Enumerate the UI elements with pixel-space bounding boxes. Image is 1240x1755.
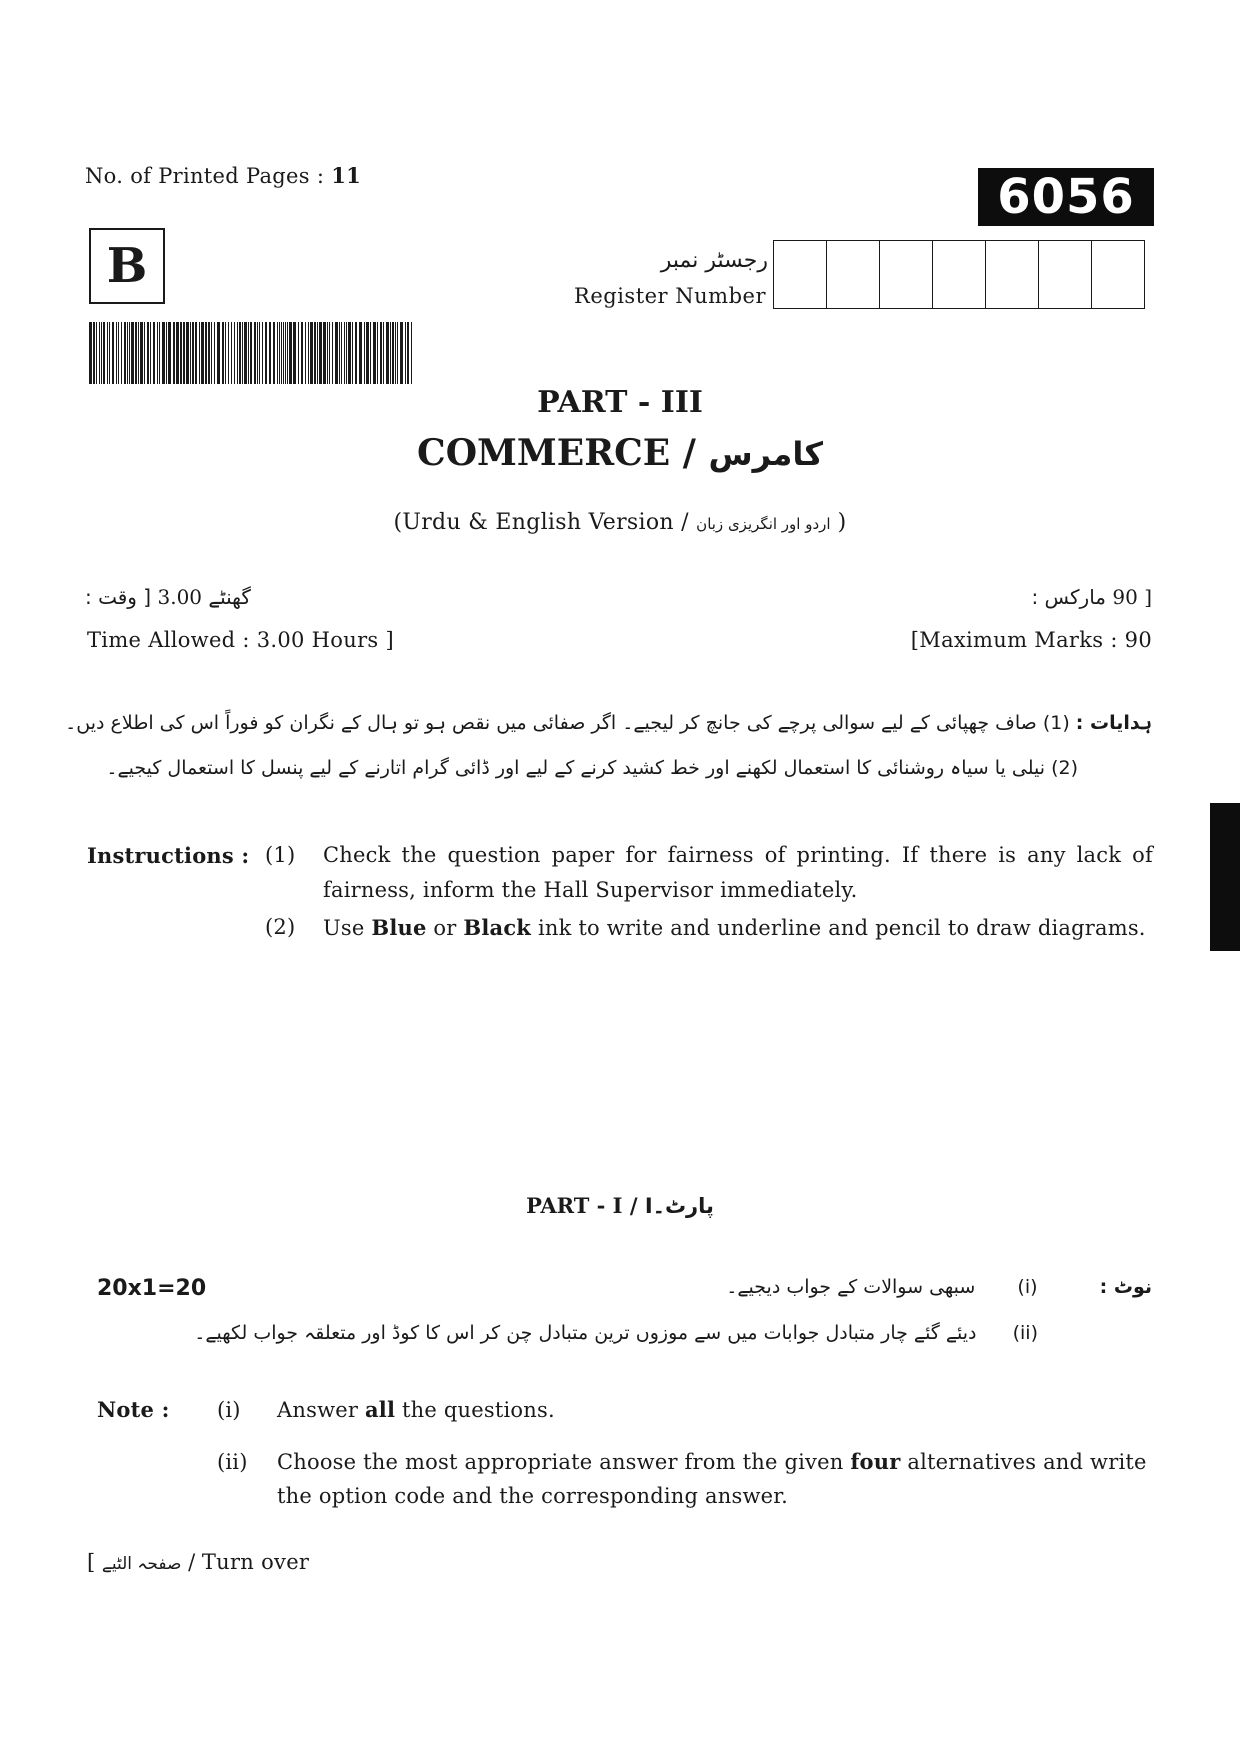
barcode-bar [166,322,167,384]
barcode-bar [314,322,316,384]
barcode-bar [277,322,278,384]
register-number-boxes[interactable] [773,240,1145,309]
barcode-bar [228,322,229,384]
max-marks: [Maximum Marks : 90 [910,628,1152,652]
barcode-bar [225,322,226,384]
barcode-bar [407,322,409,384]
printed-pages-value: 11 [331,163,362,188]
barcode-bar [366,322,369,384]
barcode-bar [150,322,151,384]
barcode-bar [348,322,351,384]
note-item [97,1445,1147,1513]
part-one-title [0,1193,1240,1218]
barcode-bar [157,322,158,384]
urdu-note-text: دیئے گئے چار متبادل جوابات میں سے موزوں ترین متبادل چن کر اس کا کوڈ اور متعلقہ جواب لکھیے۔ [194,1322,977,1344]
turn-over [87,1550,309,1574]
barcode-bar [208,322,210,384]
barcode-bar [305,322,306,384]
version-line [0,510,1240,535]
register-digit-box[interactable] [933,241,986,308]
barcode-bar [96,322,97,384]
instruction-item [87,910,1153,946]
barcode-bar [242,322,243,384]
barcode-bar [107,322,108,384]
barcode-bar [308,322,309,384]
barcode-bar [199,322,200,384]
barcode-bar [89,322,92,384]
time-urdu-value: 3.00 [157,585,203,609]
barcode-bar [101,322,102,384]
urdu-note-text: سبھی سوالات کے جواب دیجیے۔ [726,1276,976,1298]
barcode-bar [405,322,406,384]
marks-urdu-label: مارکس : [1031,585,1107,609]
urdu-instruction-1 [65,712,1152,734]
barcode-bar [99,322,100,384]
urdu-note-number: (ii) [1012,1322,1038,1344]
barcode-bar [359,322,362,384]
barcode-bar [339,322,340,384]
barcode-bar [159,322,160,384]
barcode-bar [248,322,249,384]
barcode-bar [257,322,258,384]
series-letter: B [89,228,165,304]
barcode-bar [386,322,389,384]
urdu-instruction-text: نیلی یا سیاہ روشنائی کا استعمال لکھنے اور خط کشید کرنے کے لیے اور ڈائی گرام اتارنے کے لیے پنسل کا استعمال کیجیے۔ [106,757,1046,779]
barcode-bar [103,322,105,384]
barcode-bar [250,322,252,384]
barcode-bar [239,322,241,384]
instruction-number: (2) [265,915,296,939]
barcode-bar [262,322,263,384]
barcode-bar [214,322,215,384]
urdu-instruction-text: صاف چھپائی کے لیے سوالی پرچے کی جانچ کر لیجیے۔ اگر صفائی میں نقص ہو تو ہال کے نگران کو فوراً اس کی اطلاع دیں۔ [65,712,1037,734]
barcode-bar [195,322,197,384]
barcode-bar [341,322,342,384]
turn-over-urdu: صفحہ الٹیے [101,1554,182,1574]
barcode-bar [140,322,143,384]
barcode-bar [259,322,260,384]
turn-over-bracket: [ [87,1550,96,1574]
note-text: Choose the most appropriate answer from the given four alternatives and write the option code and the corresponding answer. [277,1449,1147,1508]
barcode-bar [237,322,238,384]
barcode-bar [392,322,394,384]
barcode-bar [112,322,114,384]
note [97,1393,1147,1531]
barcode-bar [395,322,396,384]
paper-code: 6056 [978,168,1154,226]
barcode-bar [121,322,122,384]
marks-urdu-value: 90 ] [1112,585,1152,609]
time-allowed: Time Allowed : 3.00 Hours ] [87,628,394,652]
barcode-bar [217,322,220,384]
barcode-bar [335,322,338,384]
barcode-bar [138,322,139,384]
note-item [97,1393,1147,1427]
barcode-bar [244,322,247,384]
barcode-bar [344,322,345,384]
barcode-bar [254,322,256,384]
barcode-bar [131,322,134,384]
barcode-bar [201,322,204,384]
barcode-bar [211,322,212,384]
barcode-bar [135,322,137,384]
barcode-bar [377,322,378,384]
register-digit-box[interactable] [827,241,880,308]
barcode-bar [192,322,194,384]
urdu-instructions-heading: ہدایات : [1075,712,1152,734]
register-number-label: Register Number [574,284,766,308]
barcode-bar [147,322,149,384]
subject-title [0,432,1240,474]
urdu-note-number: (i) [1017,1276,1038,1298]
barcode-bar [317,322,318,384]
register-digit-box[interactable] [1039,241,1092,308]
barcode-bar [231,322,232,384]
part-title: PART - III [537,385,703,420]
barcode-bar [273,322,275,384]
barcode-bar [153,322,155,384]
barcode-bar [118,322,119,384]
barcode-bar [287,322,288,384]
barcode-bar [390,322,391,384]
urdu-instruction-number: (1) [1042,712,1070,734]
note-heading: Note : [97,1397,170,1422]
marks-scheme: 20x1=20 [97,1276,207,1301]
barcode-bar [183,322,185,384]
printed-pages [85,163,361,188]
barcode-bar [127,322,128,384]
barcode-bar [355,322,357,384]
barcode-bar [285,322,286,384]
barcode-bar [93,322,95,384]
barcode-bar [265,322,267,384]
note-text: Answer all the questions. [277,1397,555,1422]
barcode-bar [124,322,126,384]
subject-urdu: کامرس [708,435,823,473]
time-urdu-unit: گھنٹے [208,585,251,609]
barcode-bar [283,322,284,384]
barcode-bar [116,322,117,384]
barcode-bar [205,322,207,384]
barcode-bar [310,322,313,384]
note-number: (ii) [217,1450,248,1474]
barcode-bar [323,322,326,384]
barcode-bar [397,322,398,384]
version-close: ) [837,510,847,535]
barcode-bar [301,322,303,384]
part-one-english: PART - I / [526,1193,638,1218]
barcode-bar [180,322,182,384]
barcode-bar [269,322,271,384]
instruction-number: (1) [265,843,296,867]
barcode-bar [289,322,292,384]
instructions [87,838,1153,948]
barcode-bar [234,322,235,384]
barcode-bar [332,322,333,384]
barcode-bar [373,322,376,384]
version-urdu: اردو اور انگریزی زبان [696,515,831,533]
barcode-image [89,322,414,384]
turn-over-english: / Turn over [188,1550,310,1574]
barcode-bar [281,322,282,384]
version-english: (Urdu & English Version / [393,510,689,535]
barcode-bar [109,322,110,384]
barcode-bar [168,322,171,384]
barcode-bar [383,322,384,384]
part-one-urdu: پارٹ۔I [644,1194,714,1218]
barcode-bar [162,322,165,384]
side-tab-marker [1210,803,1240,951]
barcode-bar [186,322,189,384]
barcode-bar [346,322,347,384]
register-number-urdu: رجسٹر نمبر [660,248,768,273]
barcode-bar [222,322,224,384]
barcode-bar [293,322,296,384]
barcode-bar [129,322,130,384]
max-marks-urdu [1031,585,1152,609]
barcode-bar [319,322,322,384]
barcode-bar [380,322,382,384]
note-number: (i) [217,1398,241,1422]
register-digit-box[interactable] [1092,241,1144,308]
urdu-note-1 [726,1276,1152,1298]
barcode-bar [298,322,299,384]
register-digit-box[interactable] [986,241,1039,308]
register-digit-box[interactable] [880,241,933,308]
time-allowed-urdu [85,585,251,609]
barcode-bar [364,322,365,384]
barcode-bar [279,322,280,384]
instruction-item [87,838,1153,908]
urdu-instruction-2 [106,757,1078,779]
time-urdu-label: [ وقت : [85,585,152,609]
barcode-bar [329,322,330,384]
instructions-heading: Instructions : [87,843,250,868]
barcode-bar [411,322,412,384]
subject-english: COMMERCE / [417,432,696,474]
barcode-bar [190,322,191,384]
barcode-bar [352,322,353,384]
barcode-bar [370,322,371,384]
printed-pages-label: No. of Printed Pages : [85,164,325,188]
urdu-note-2 [194,1322,1038,1344]
barcode-bar [400,322,403,384]
register-digit-box[interactable] [774,241,827,308]
barcode-bar [173,322,175,384]
instruction-text: Use Blue or Black ink to write and underline and pencil to draw diagrams. [323,915,1146,940]
barcode-bar [176,322,179,384]
barcode-bar [144,322,145,384]
instruction-text: Check the question paper for fairness of printing. If there is any lack of fairness, inform the Hall Supervisor immediately. [323,843,1153,902]
barcode-bar [327,322,328,384]
urdu-note-heading: نوٹ : [1099,1276,1152,1298]
urdu-instruction-number: (2) [1051,757,1078,779]
